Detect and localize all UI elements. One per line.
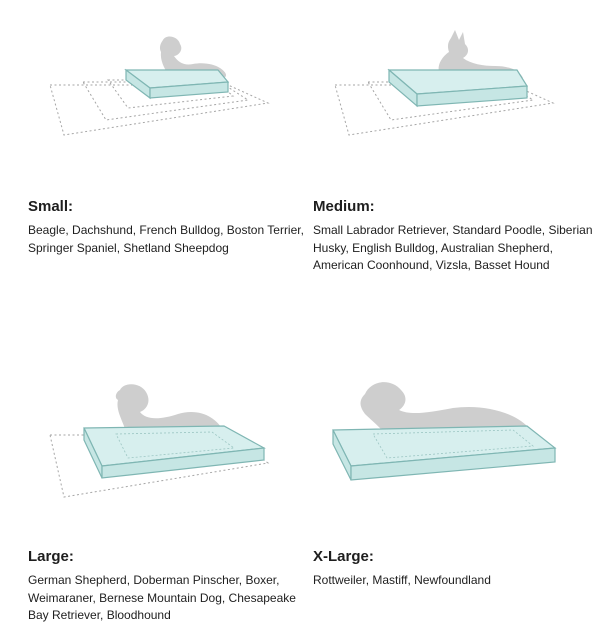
size-title: Large:	[28, 548, 74, 565]
small-bed-illustration	[28, 0, 318, 190]
size-card-medium	[313, 0, 600, 300]
size-card-xlarge	[313, 350, 600, 638]
breed-list: Small Labrador Retriever, Standard Poodle, Siberian Husky, English Bulldog, Australian Shepherd, American Coonhound, Vizsla, Basset Hound	[313, 223, 593, 272]
size-title: Small:	[28, 198, 74, 215]
size-card-large	[28, 350, 318, 638]
size-card-small	[28, 0, 318, 300]
size-title: Medium:	[313, 198, 375, 215]
medium-bed-illustration	[313, 0, 600, 190]
breed-list: Rottweiler, Mastiff, Newfoundland	[313, 573, 491, 587]
breed-list: Beagle, Dachshund, French Bulldog, Boston Terrier, Springer Spaniel, Shetland Sheepdog	[28, 223, 304, 255]
large-bed-illustration	[28, 350, 318, 540]
size-title: X-Large:	[313, 548, 374, 565]
xlarge-bed-illustration	[313, 350, 600, 540]
breed-list: German Shepherd, Doberman Pinscher, Boxer, Weimaraner, Bernese Mountain Dog, Chesapeake Bay Retriever, Bloodhound	[28, 573, 296, 622]
